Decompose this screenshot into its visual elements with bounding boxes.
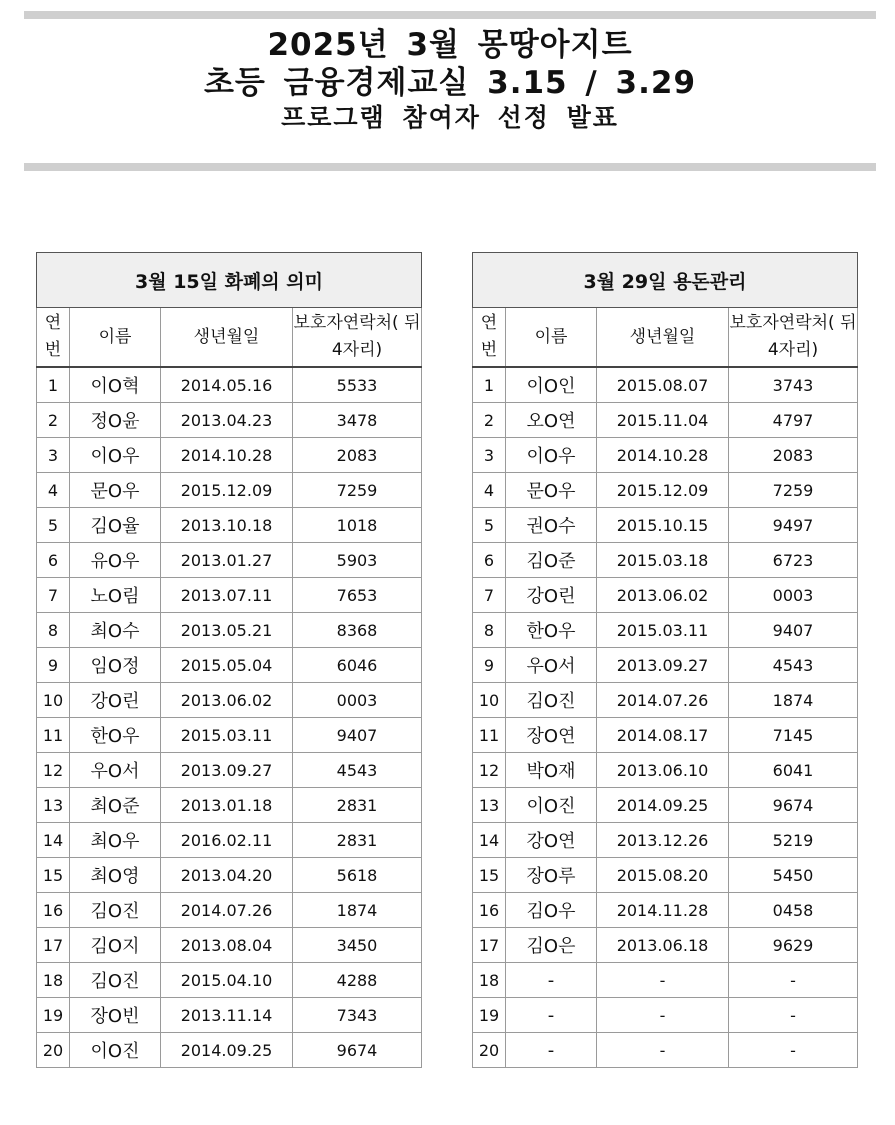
table-row (37, 858, 422, 893)
table-row (37, 648, 422, 683)
cell-contact: 2083 (729, 438, 858, 473)
cell-number: 16 (473, 893, 506, 928)
cell-birthdate: - (597, 1033, 729, 1068)
cell-birthdate: 2015.12.09 (161, 473, 293, 508)
cell-birthdate: 2013.12.26 (597, 823, 729, 858)
col-header-no: 연번 (37, 308, 70, 368)
cell-contact: 9407 (293, 718, 422, 753)
table-row (37, 893, 422, 928)
table-body (37, 367, 422, 1068)
cell-number: 5 (37, 508, 70, 543)
table-row (473, 928, 858, 963)
cell-name: 이O우 (70, 438, 161, 473)
cell-birthdate: 2013.06.02 (161, 683, 293, 718)
table-title: 3월 15일 화폐의 의미 (37, 253, 422, 308)
table-row (473, 438, 858, 473)
cell-number: 1 (473, 367, 506, 403)
table-row (37, 578, 422, 613)
col-header-name: 이름 (506, 308, 597, 368)
cell-contact: 4797 (729, 403, 858, 438)
cell-number: 2 (473, 403, 506, 438)
cell-birthdate: 2013.04.20 (161, 858, 293, 893)
cell-number: 3 (473, 438, 506, 473)
cell-number: 13 (473, 788, 506, 823)
cell-birthdate: 2014.10.28 (161, 438, 293, 473)
cell-name: - (506, 1033, 597, 1068)
cell-name: 최O준 (70, 788, 161, 823)
cell-name: 이O인 (506, 367, 597, 403)
cell-birthdate: 2015.04.10 (161, 963, 293, 998)
table-row (37, 963, 422, 998)
cell-contact: 9407 (729, 613, 858, 648)
roster-table-march-15 (36, 252, 422, 1068)
cell-number: 12 (37, 753, 70, 788)
cell-contact: 5618 (293, 858, 422, 893)
cell-name: 정O윤 (70, 403, 161, 438)
cell-birthdate: 2014.09.25 (597, 788, 729, 823)
table-row (37, 543, 422, 578)
cell-birthdate: 2015.11.04 (597, 403, 729, 438)
table-row (473, 578, 858, 613)
cell-contact: 7343 (293, 998, 422, 1033)
cell-number: 18 (37, 963, 70, 998)
cell-number: 6 (37, 543, 70, 578)
cell-name: 강O연 (506, 823, 597, 858)
table-row (37, 473, 422, 508)
table-row (37, 403, 422, 438)
cell-birthdate: 2015.10.15 (597, 508, 729, 543)
table-row (37, 683, 422, 718)
cell-contact: 3450 (293, 928, 422, 963)
bottom-divider-bar (24, 163, 876, 171)
cell-number: 4 (473, 473, 506, 508)
cell-number: 13 (37, 788, 70, 823)
cell-number: 4 (37, 473, 70, 508)
cell-birthdate: 2015.03.18 (597, 543, 729, 578)
cell-number: 19 (473, 998, 506, 1033)
cell-number: 18 (473, 963, 506, 998)
cell-birthdate: 2013.06.10 (597, 753, 729, 788)
cell-name: 김O진 (70, 963, 161, 998)
table-body (473, 367, 858, 1068)
cell-number: 2 (37, 403, 70, 438)
cell-birthdate: 2015.03.11 (161, 718, 293, 753)
cell-contact: 7259 (293, 473, 422, 508)
table-row (37, 823, 422, 858)
cell-birthdate: 2014.05.16 (161, 367, 293, 403)
table-title: 3월 29일 용돈관리 (473, 253, 858, 308)
cell-contact: 9497 (729, 508, 858, 543)
cell-contact: - (729, 998, 858, 1033)
cell-birthdate: 2015.03.11 (597, 613, 729, 648)
cell-name: 우O서 (506, 648, 597, 683)
cell-number: 14 (473, 823, 506, 858)
cell-number: 9 (37, 648, 70, 683)
cell-number: 19 (37, 998, 70, 1033)
cell-number: 15 (37, 858, 70, 893)
col-header-contact: 보호자연락처( 뒤 4자리) (729, 308, 858, 368)
table-row (473, 683, 858, 718)
cell-contact: 5219 (729, 823, 858, 858)
cell-name: 이O혁 (70, 367, 161, 403)
cell-contact: 6041 (729, 753, 858, 788)
cell-birthdate: 2015.08.20 (597, 858, 729, 893)
table-row (473, 823, 858, 858)
cell-contact: 2083 (293, 438, 422, 473)
page-heading (24, 26, 876, 134)
cell-birthdate: 2013.09.27 (161, 753, 293, 788)
top-divider-bar (24, 11, 876, 19)
col-header-birth: 생년월일 (597, 308, 729, 368)
table-row (37, 928, 422, 963)
cell-number: 17 (473, 928, 506, 963)
cell-number: 8 (37, 613, 70, 648)
table-row (37, 508, 422, 543)
cell-name: 김O우 (506, 893, 597, 928)
table-row (473, 788, 858, 823)
cell-contact: 1018 (293, 508, 422, 543)
cell-contact: 3743 (729, 367, 858, 403)
cell-number: 17 (37, 928, 70, 963)
table-row (473, 367, 858, 403)
cell-name: 강O린 (70, 683, 161, 718)
cell-name: 이O진 (506, 788, 597, 823)
table-row (37, 718, 422, 753)
table-row (37, 998, 422, 1033)
table-row (473, 473, 858, 508)
cell-birthdate: 2013.11.14 (161, 998, 293, 1033)
cell-birthdate: 2013.01.18 (161, 788, 293, 823)
cell-birthdate: 2013.10.18 (161, 508, 293, 543)
cell-number: 6 (473, 543, 506, 578)
table-row (37, 438, 422, 473)
cell-contact: 4288 (293, 963, 422, 998)
cell-contact: 5903 (293, 543, 422, 578)
cell-birthdate: 2013.01.27 (161, 543, 293, 578)
table-row (37, 753, 422, 788)
cell-number: 14 (37, 823, 70, 858)
table-row (473, 508, 858, 543)
cell-contact: 0003 (729, 578, 858, 613)
cell-number: 7 (37, 578, 70, 613)
cell-name: 최O영 (70, 858, 161, 893)
cell-number: 5 (473, 508, 506, 543)
cell-name: 김O진 (70, 893, 161, 928)
cell-name: 장O루 (506, 858, 597, 893)
cell-birthdate: 2014.11.28 (597, 893, 729, 928)
cell-contact: 1874 (729, 683, 858, 718)
heading-line-3: 프로그램 참여자 선정 발표 (281, 103, 619, 132)
cell-contact: 1874 (293, 893, 422, 928)
cell-birthdate: 2013.07.11 (161, 578, 293, 613)
col-header-name: 이름 (70, 308, 161, 368)
cell-name: 노O림 (70, 578, 161, 613)
cell-name: 장O연 (506, 718, 597, 753)
cell-birthdate: 2015.05.04 (161, 648, 293, 683)
cell-birthdate: 2015.08.07 (597, 367, 729, 403)
cell-birthdate: 2014.10.28 (597, 438, 729, 473)
cell-number: 16 (37, 893, 70, 928)
table-row (473, 963, 858, 998)
cell-number: 15 (473, 858, 506, 893)
cell-contact: - (729, 963, 858, 998)
cell-number: 11 (473, 718, 506, 753)
table-row (473, 543, 858, 578)
cell-number: 11 (37, 718, 70, 753)
cell-name: 문O우 (506, 473, 597, 508)
cell-contact: 0458 (729, 893, 858, 928)
cell-name: 김O진 (506, 683, 597, 718)
col-header-birth: 생년월일 (161, 308, 293, 368)
cell-name: 한O우 (506, 613, 597, 648)
cell-contact: 4543 (293, 753, 422, 788)
cell-name: 김O지 (70, 928, 161, 963)
cell-name: 우O서 (70, 753, 161, 788)
cell-number: 7 (473, 578, 506, 613)
table-row (473, 613, 858, 648)
cell-name: 임O정 (70, 648, 161, 683)
table-row (473, 403, 858, 438)
cell-name: - (506, 963, 597, 998)
cell-name: 최O수 (70, 613, 161, 648)
table-row (473, 1033, 858, 1068)
table-row (473, 858, 858, 893)
cell-name: 문O우 (70, 473, 161, 508)
cell-contact: 7145 (729, 718, 858, 753)
cell-birthdate: 2014.09.25 (161, 1033, 293, 1068)
cell-name: 이O우 (506, 438, 597, 473)
cell-name: - (506, 998, 597, 1033)
heading-line-2: 초등 금융경제교실 3.15 / 3.29 (203, 65, 697, 101)
cell-contact: 8368 (293, 613, 422, 648)
cell-name: 한O우 (70, 718, 161, 753)
table-row (37, 1033, 422, 1068)
col-header-contact: 보호자연락처( 뒤 4자리) (293, 308, 422, 368)
cell-contact: 9629 (729, 928, 858, 963)
cell-birthdate: - (597, 998, 729, 1033)
cell-contact: 5450 (729, 858, 858, 893)
cell-name: 강O린 (506, 578, 597, 613)
cell-birthdate: 2013.05.21 (161, 613, 293, 648)
cell-contact: 6723 (729, 543, 858, 578)
cell-number: 10 (473, 683, 506, 718)
cell-birthdate: 2013.04.23 (161, 403, 293, 438)
cell-name: 권O수 (506, 508, 597, 543)
cell-name: 김O준 (506, 543, 597, 578)
cell-number: 10 (37, 683, 70, 718)
cell-birthdate: 2013.06.18 (597, 928, 729, 963)
cell-name: 유O우 (70, 543, 161, 578)
cell-birthdate: 2014.08.17 (597, 718, 729, 753)
cell-contact: 6046 (293, 648, 422, 683)
cell-birthdate: 2014.07.26 (161, 893, 293, 928)
cell-number: 20 (37, 1033, 70, 1068)
table-row (473, 648, 858, 683)
cell-name: 오O연 (506, 403, 597, 438)
cell-contact: - (729, 1033, 858, 1068)
cell-name: 박O재 (506, 753, 597, 788)
cell-contact: 7259 (729, 473, 858, 508)
table-row (37, 367, 422, 403)
cell-contact: 3478 (293, 403, 422, 438)
cell-birthdate: 2013.06.02 (597, 578, 729, 613)
heading-line-1: 2025년 3월 몽땅아지트 (267, 27, 633, 63)
cell-birthdate: - (597, 963, 729, 998)
cell-number: 12 (473, 753, 506, 788)
cell-birthdate: 2013.08.04 (161, 928, 293, 963)
table-row (473, 753, 858, 788)
table-row (473, 893, 858, 928)
roster-table-march-29 (472, 252, 858, 1068)
cell-contact: 0003 (293, 683, 422, 718)
cell-contact: 9674 (293, 1033, 422, 1068)
cell-name: 이O진 (70, 1033, 161, 1068)
cell-number: 9 (473, 648, 506, 683)
cell-number: 20 (473, 1033, 506, 1068)
table-row (473, 718, 858, 753)
cell-birthdate: 2014.07.26 (597, 683, 729, 718)
cell-birthdate: 2016.02.11 (161, 823, 293, 858)
cell-name: 최O우 (70, 823, 161, 858)
cell-contact: 7653 (293, 578, 422, 613)
cell-number: 8 (473, 613, 506, 648)
cell-number: 1 (37, 367, 70, 403)
cell-contact: 5533 (293, 367, 422, 403)
table-row (37, 613, 422, 648)
cell-contact: 4543 (729, 648, 858, 683)
cell-contact: 9674 (729, 788, 858, 823)
col-header-no: 연번 (473, 308, 506, 368)
cell-birthdate: 2013.09.27 (597, 648, 729, 683)
cell-name: 김O은 (506, 928, 597, 963)
cell-name: 김O율 (70, 508, 161, 543)
cell-contact: 2831 (293, 823, 422, 858)
cell-name: 장O빈 (70, 998, 161, 1033)
table-row (37, 788, 422, 823)
cell-contact: 2831 (293, 788, 422, 823)
cell-number: 3 (37, 438, 70, 473)
table-row (473, 998, 858, 1033)
cell-birthdate: 2015.12.09 (597, 473, 729, 508)
